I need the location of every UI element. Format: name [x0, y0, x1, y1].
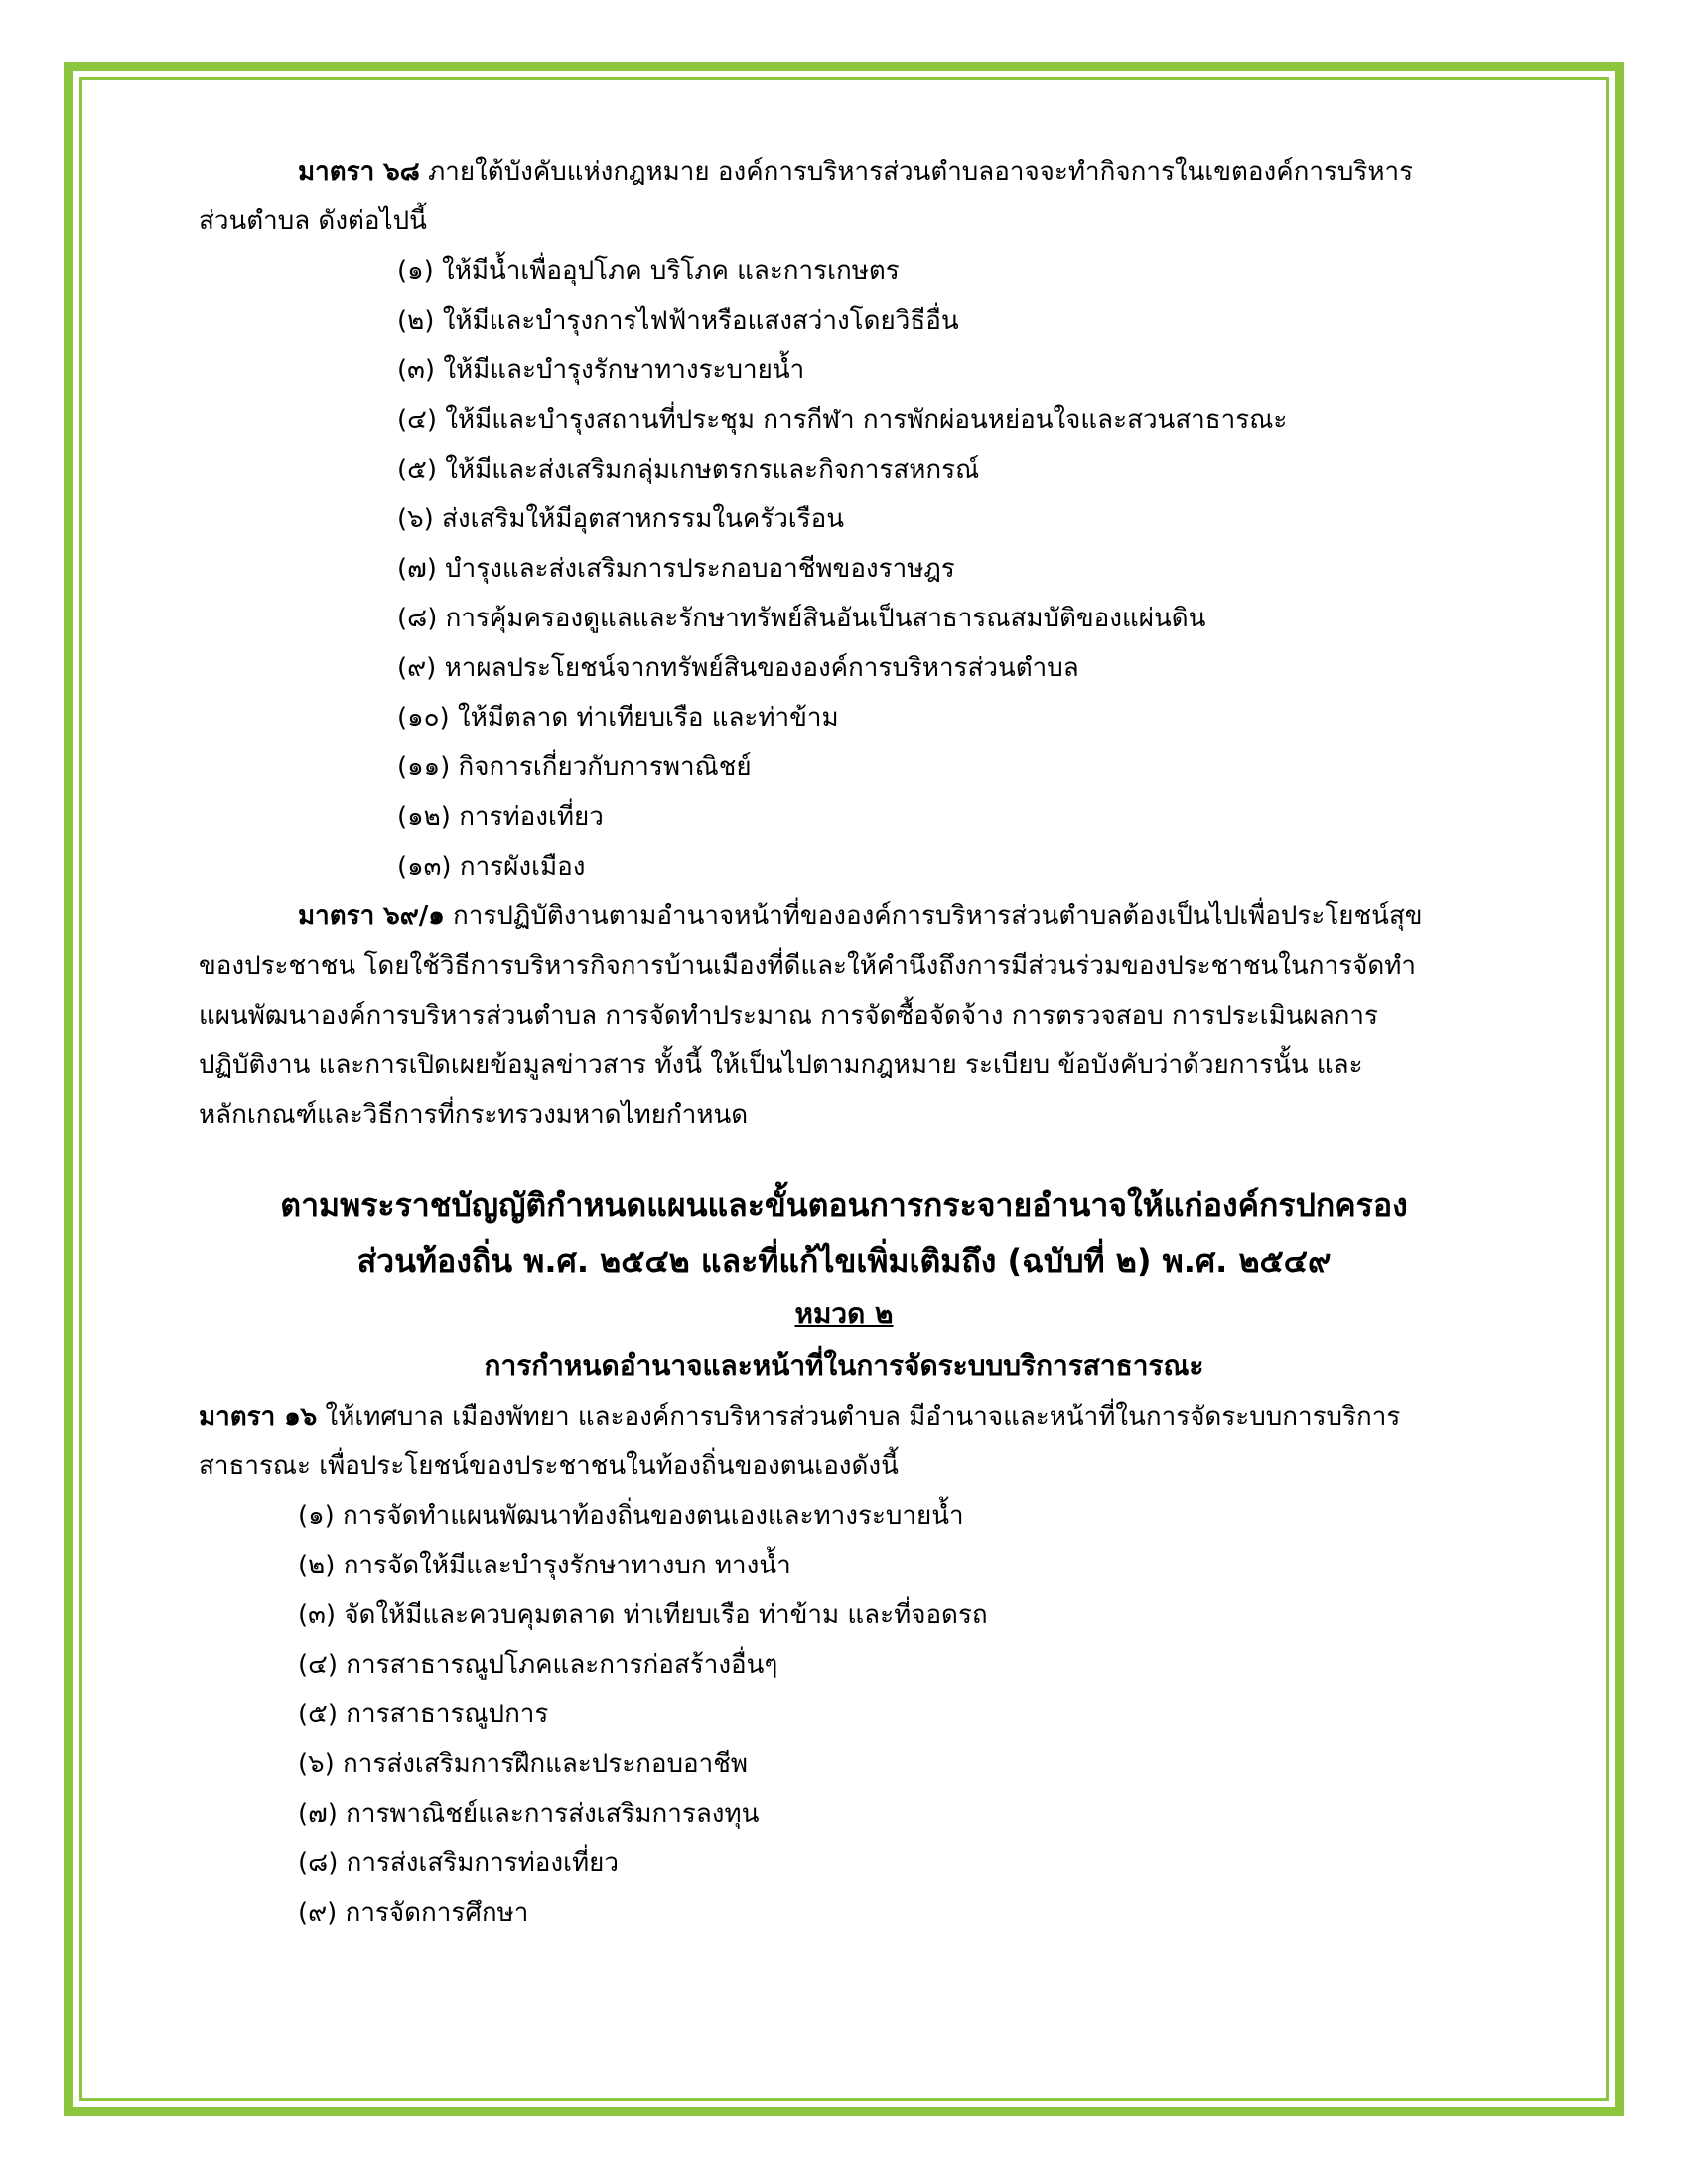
document-body [199, 147, 1489, 1938]
section-68-item: (๗) บำรุงและส่งเสริมการประกอบอาชีพของราษฎร [397, 554, 955, 584]
section-16-item: (๒) การจัดให้มีและบำรุงรักษาทางบก ทางน้ำ [298, 1551, 791, 1580]
section-68-item: (๑๑) กิจการเกี่ยวกับการพาณิชย์ [397, 752, 752, 782]
section-16-item: (๘) การส่งเสริมการท่องเที่ยว [298, 1848, 619, 1878]
section-16-item: (๙) การจัดการศึกษา [298, 1898, 529, 1928]
section-68-text-line2: ส่วนตำบล ดังต่อไปนี้ [199, 206, 427, 236]
section-68-item: (๓) ให้มีและบำรุงรักษาทางระบายน้ำ [397, 355, 805, 385]
section-68-item: (๑๒) การท่องเที่ยว [397, 802, 604, 832]
spacer [199, 1140, 1489, 1177]
section-68-item: (๒) ให้มีและบำรุงการไฟฟ้าหรือแสงสว่างโดยวิธีอื่น [397, 306, 959, 336]
section-68-item: (๑๐) ให้มีตลาด ท่าเทียบเรือ และท่าข้าม [397, 703, 839, 733]
section-68-item: (๙) หาผลประโยชน์จากทรัพย์สินขององค์การบริหารส่วนตำบล [397, 653, 1079, 683]
section-68-item: (๔) ให้มีและบำรุงสถานที่ประชุม การกีฬา การพักผ่อนหย่อนใจและสวนสาธารณะ [397, 405, 1288, 435]
section-16-intro [199, 1392, 1489, 1441]
section-68-label: มาตรา ๖๘ [298, 157, 420, 187]
section-69-1-text-line: แผนพัฒนาองค์การบริหารส่วนตำบล การจัดทำประมาณ การจัดซื้อจัดจ้าง การตรวจสอบ การประเมินผลการ [199, 1001, 1378, 1030]
section-69-1-label: มาตรา ๖๙/๑ [298, 901, 445, 931]
section-68-item: (๖) ส่งเสริมให้มีอุตสาหกรรมในครัวเรือน [397, 504, 845, 534]
chapter-label: หมวด ๒ [794, 1297, 894, 1330]
section-16-item: (๓) จัดให้มีและควบคุมตลาด ท่าเทียบเรือ ท่าข้าม และที่จอดรถ [298, 1600, 988, 1630]
section-69-1-text-line: หลักเกณฑ์และวิธีการที่กระทรวงมหาดไทยกำหนด [199, 1100, 749, 1130]
section-16-item: (๑) การจัดทำแผนพัฒนาท้องถิ่นของตนเองและทางระบายน้ำ [298, 1501, 964, 1531]
section-16-item: (๗) การพาณิชย์และการส่งเสริมการลงทุน [298, 1799, 760, 1829]
section-68-item: (๘) การคุ้มครองดูแลและรักษาทรัพย์สินอันเป็นสาธารณสมบัติของแผ่นดิน [397, 604, 1206, 633]
section-69-1-text-line: การปฏิบัติงานตามอำนาจหน้าที่ขององค์การบริหารส่วนตำบลต้องเป็นไปเพื่อประโยชน์สุข [444, 901, 1423, 931]
act-title-line2: ส่วนท้องถิ่น พ.ศ. ๒๕๔๒ และที่แก้ไขเพิ่มเติมถึง (ฉบับที่ ๒) พ.ศ. ๒๕๔๙ [356, 1242, 1332, 1280]
section-16-item: (๔) การสาธารณูปโภคและการก่อสร้างอื่นๆ [298, 1650, 778, 1680]
section-69-1-intro [199, 891, 1489, 941]
section-16-text-line2: สาธารณะ เพื่อประโยชน์ของประชาชนในท้องถิ่นของตนเองดังนี้ [199, 1451, 899, 1481]
section-16-item: (๕) การสาธารณูปการ [298, 1700, 549, 1729]
section-16-label: มาตรา ๑๖ [199, 1402, 318, 1432]
section-68-item: (๑) ให้มีน้ำเพื่ออุปโภค บริโภค และการเกษตร [397, 256, 900, 286]
section-68-text-line1: ภายใต้บังคับแห่งกฎหมาย องค์การบริหารส่วนตำบลอาจจะทำกิจการในเขตองค์การบริหาร [419, 157, 1414, 187]
chapter-heading [199, 1289, 1489, 1340]
section-68-item: (๕) ให้มีและส่งเสริมกลุ่มเกษตรกรและกิจการสหกรณ์ [397, 455, 980, 484]
section-69-1-text-line: ของประชาชน โดยใช้วิธีการบริหารกิจการบ้านเมืองที่ดีและให้คำนึงถึงการมีส่วนร่วมของประชาชนในการจัดทำ [199, 951, 1416, 981]
section-68-intro [199, 147, 1489, 197]
section-68-item: (๑๓) การผังเมือง [397, 852, 586, 882]
section-16-item: (๖) การส่งเสริมการฝึกและประกอบอาชีพ [298, 1749, 749, 1779]
act-title-line1: ตามพระราชบัญญัติกำหนดแผนและขั้นตอนการกระจายอำนาจให้แก่องค์กรปกครอง [280, 1186, 1408, 1224]
chapter-title: การกำหนดอำนาจและหน้าที่ในการจัดระบบบริการสาธารณะ [484, 1349, 1204, 1382]
section-16-text-line1: ให้เทศบาล เมืองพัทยา และองค์การบริหารส่วนตำบล มีอำนาจและหน้าที่ในการจัดระบบการบริการ [317, 1402, 1401, 1432]
section-69-1-text-line: ปฏิบัติงาน และการเปิดเผยข้อมูลข่าวสาร ทั้งนี้ ให้เป็นไปตามกฎหมาย ระเบียบ ข้อบังคับว่าด้วยการนั้น และ [199, 1050, 1363, 1080]
